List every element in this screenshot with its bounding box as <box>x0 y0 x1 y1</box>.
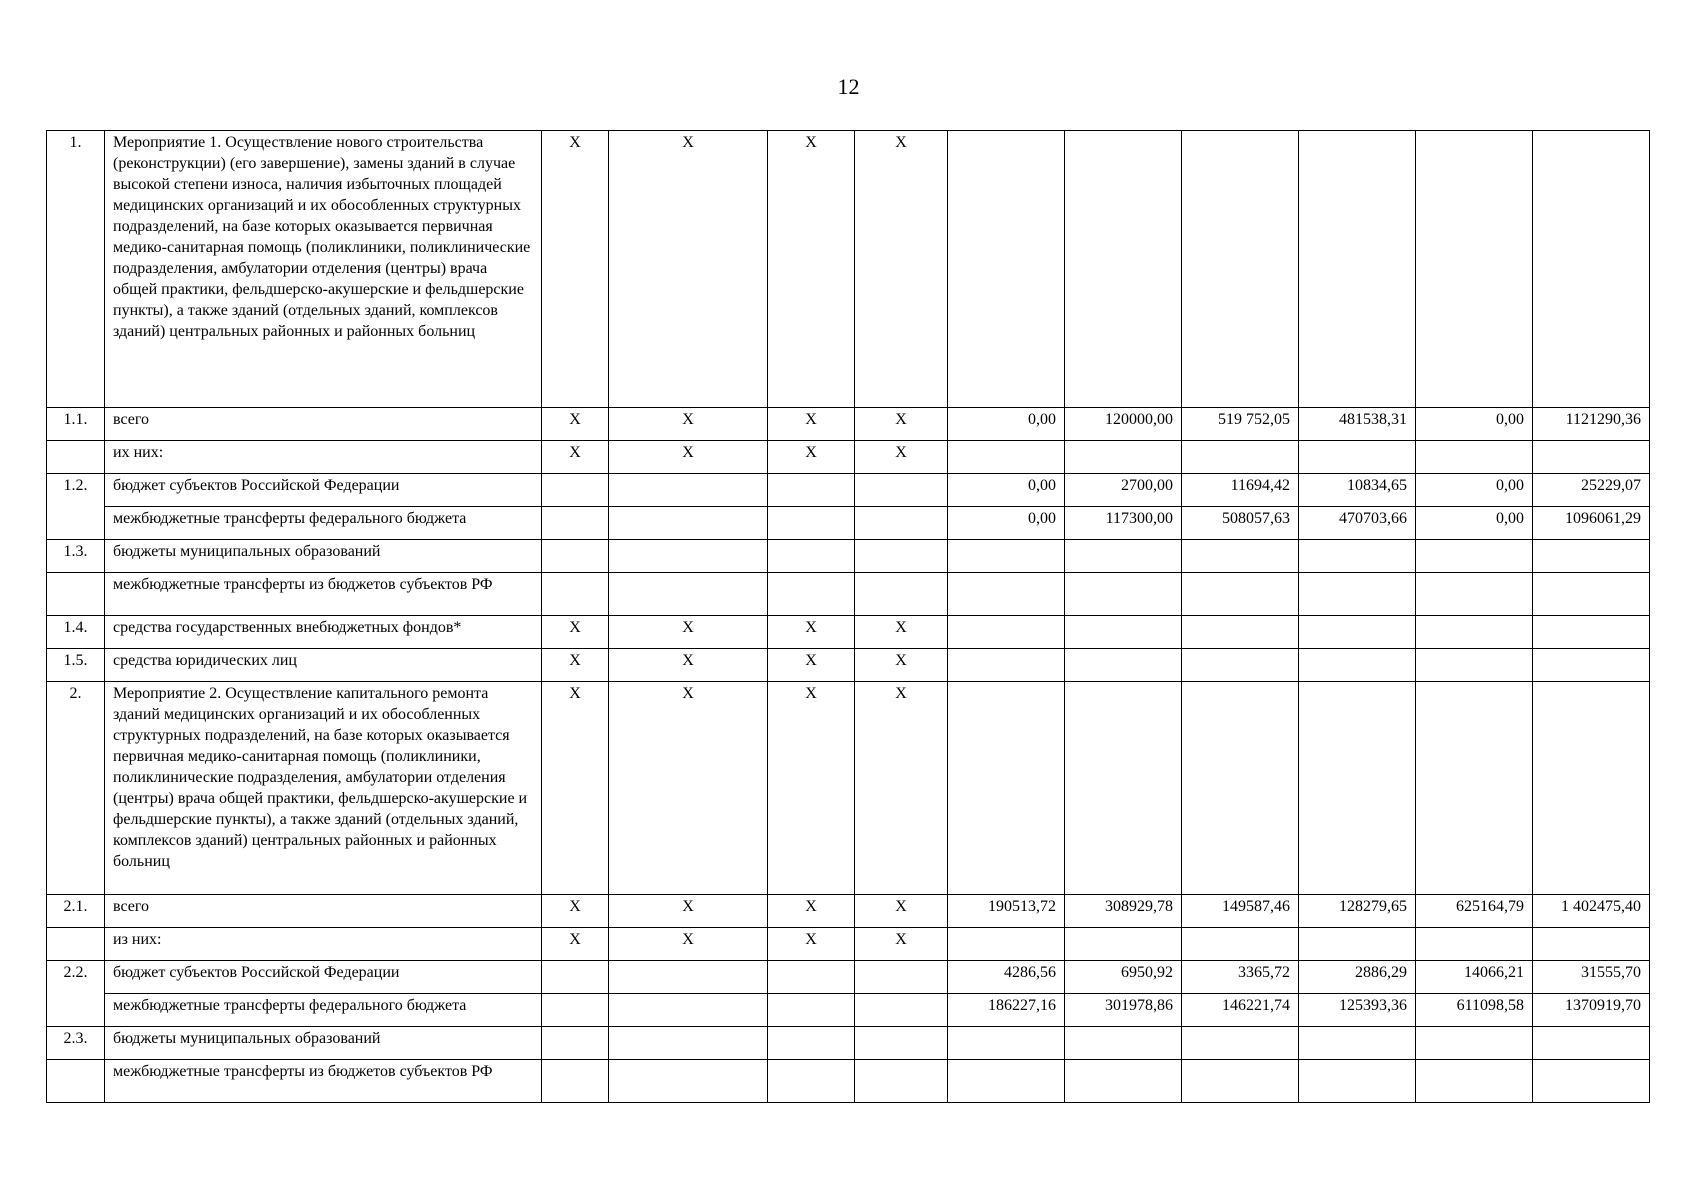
table-row <box>47 682 1650 895</box>
row-label: бюджет субъектов Российской Федерации <box>105 961 542 994</box>
value-cell <box>1065 1027 1182 1060</box>
table-row <box>47 540 1650 573</box>
marker-cell: X <box>609 928 768 961</box>
page-number: 12 <box>837 74 860 99</box>
value-cell: 0,00 <box>1416 408 1533 441</box>
row-number <box>47 441 105 474</box>
marker-cell: X <box>542 895 609 928</box>
table-row <box>47 131 1650 408</box>
marker-cell <box>768 573 855 616</box>
value-cell <box>1299 682 1416 895</box>
marker-cell: X <box>542 682 609 895</box>
marker-cell: X <box>609 682 768 895</box>
value-cell <box>948 928 1065 961</box>
value-cell <box>1416 1060 1533 1103</box>
value-cell: 611098,58 <box>1416 994 1533 1027</box>
marker-cell: X <box>768 616 855 649</box>
table-row <box>47 1060 1650 1103</box>
marker-cell: X <box>609 441 768 474</box>
marker-cell <box>542 1060 609 1103</box>
row-number: 1.4. <box>47 616 105 649</box>
value-cell <box>948 616 1065 649</box>
row-label: межбюджетные трансферты федерального бюджета <box>105 994 542 1027</box>
value-cell: 0,00 <box>948 474 1065 507</box>
value-cell <box>1065 616 1182 649</box>
row-label: средства государственных внебюджетных фондов* <box>105 616 542 649</box>
value-cell <box>1065 682 1182 895</box>
row-number <box>47 573 105 616</box>
value-cell: 1370919,70 <box>1533 994 1650 1027</box>
value-cell: 14066,21 <box>1416 961 1533 994</box>
value-cell <box>1182 616 1299 649</box>
value-cell <box>1533 928 1650 961</box>
row-label: их них: <box>105 441 542 474</box>
row-label: межбюджетные трансферты из бюджетов субъектов РФ <box>105 1060 542 1103</box>
marker-cell: X <box>768 928 855 961</box>
row-label: Мероприятие 2. Осуществление капитального ремонта зданий медицинских организаций и их обособленных структурных подразделений, на базе которых оказывается первичная медико-санитарная помощь (поликлиники, поликлинические подразделения, амбулатории отделения (центры) врача общей практики, фельдшерско-акушерские и фельдшерские пункты), а также зданий (отдельных зданий, комплексов зданий) центральных районных и районных больниц <box>105 682 542 895</box>
row-number: 1.3. <box>47 540 105 573</box>
value-cell: 1096061,29 <box>1533 507 1650 540</box>
row-label: бюджет субъектов Российской Федерации <box>105 474 542 507</box>
table-row <box>47 474 1650 507</box>
marker-cell: X <box>768 682 855 895</box>
row-number: 2.2. <box>47 961 105 1027</box>
table-row <box>47 441 1650 474</box>
value-cell: 4286,56 <box>948 961 1065 994</box>
value-cell: 301978,86 <box>1065 994 1182 1027</box>
value-cell <box>1299 928 1416 961</box>
value-cell <box>1416 616 1533 649</box>
value-cell <box>1533 682 1650 895</box>
table-row <box>47 895 1650 928</box>
table-row <box>47 928 1650 961</box>
value-cell: 186227,16 <box>948 994 1065 1027</box>
value-cell <box>1065 131 1182 408</box>
marker-cell <box>855 573 948 616</box>
marker-cell <box>542 1027 609 1060</box>
row-number: 1.5. <box>47 649 105 682</box>
marker-cell: X <box>768 649 855 682</box>
row-number <box>47 1060 105 1103</box>
marker-cell: X <box>768 131 855 408</box>
value-cell <box>1416 131 1533 408</box>
marker-cell: X <box>855 928 948 961</box>
value-cell: 519 752,05 <box>1182 408 1299 441</box>
value-cell: 6950,92 <box>1065 961 1182 994</box>
value-cell <box>948 682 1065 895</box>
value-cell <box>1182 1027 1299 1060</box>
row-number: 1.1. <box>47 408 105 441</box>
value-cell <box>1416 1027 1533 1060</box>
value-cell <box>948 1027 1065 1060</box>
marker-cell <box>609 1027 768 1060</box>
marker-cell <box>609 1060 768 1103</box>
value-cell <box>1299 649 1416 682</box>
row-number: 1. <box>47 131 105 408</box>
value-cell <box>1416 649 1533 682</box>
value-cell: 0,00 <box>1416 474 1533 507</box>
marker-cell <box>855 1060 948 1103</box>
value-cell: 1 402475,40 <box>1533 895 1650 928</box>
marker-cell: X <box>609 895 768 928</box>
marker-cell: X <box>768 408 855 441</box>
marker-cell <box>855 507 948 540</box>
value-cell: 470703,66 <box>1299 507 1416 540</box>
table-row <box>47 573 1650 616</box>
table-row <box>47 994 1650 1027</box>
marker-cell <box>768 1027 855 1060</box>
value-cell <box>1533 1060 1650 1103</box>
value-cell <box>1533 649 1650 682</box>
row-label: межбюджетные трансферты федерального бюджета <box>105 507 542 540</box>
value-cell <box>1065 649 1182 682</box>
marker-cell <box>542 540 609 573</box>
marker-cell <box>542 507 609 540</box>
marker-cell: X <box>855 441 948 474</box>
marker-cell <box>768 994 855 1027</box>
value-cell: 31555,70 <box>1533 961 1650 994</box>
value-cell <box>948 441 1065 474</box>
row-label: Мероприятие 1. Осуществление нового строительства (реконструкции) (его завершение), замены зданий в случае высокой степени износа, наличия избыточных площадей медицинских организаций и их обособленных структурных подразделений, на базе которых оказывается первичная медико-санитарная помощь (поликлиники, поликлинические подразделения, амбулатории отделения (центры) врача общей практики, фельдшерско-акушерские и фельдшерские пункты), а также зданий (отдельных зданий, комплексов зданий) центральных районных и районных больниц <box>105 131 542 408</box>
marker-cell <box>768 961 855 994</box>
marker-cell: X <box>542 408 609 441</box>
row-label: всего <box>105 408 542 441</box>
value-cell: 3365,72 <box>1182 961 1299 994</box>
value-cell <box>1182 682 1299 895</box>
value-cell: 11694,42 <box>1182 474 1299 507</box>
marker-cell <box>542 474 609 507</box>
marker-cell <box>855 994 948 1027</box>
marker-cell: X <box>542 928 609 961</box>
value-cell: 1121290,36 <box>1533 408 1650 441</box>
marker-cell <box>542 573 609 616</box>
marker-cell: X <box>609 131 768 408</box>
value-cell <box>1065 573 1182 616</box>
value-cell: 149587,46 <box>1182 895 1299 928</box>
marker-cell: X <box>609 408 768 441</box>
marker-cell: X <box>855 649 948 682</box>
value-cell: 308929,78 <box>1065 895 1182 928</box>
marker-cell <box>768 1060 855 1103</box>
row-number: 1.2. <box>47 474 105 540</box>
marker-cell <box>609 961 768 994</box>
value-cell: 146221,74 <box>1182 994 1299 1027</box>
value-cell <box>1533 573 1650 616</box>
budget-table <box>46 130 1650 1103</box>
table-row <box>47 649 1650 682</box>
marker-cell <box>609 573 768 616</box>
table-row <box>47 616 1650 649</box>
row-label: средства юридических лиц <box>105 649 542 682</box>
row-label: всего <box>105 895 542 928</box>
value-cell: 120000,00 <box>1065 408 1182 441</box>
row-label: бюджеты муниципальных образований <box>105 1027 542 1060</box>
value-cell <box>1533 616 1650 649</box>
value-cell <box>1299 540 1416 573</box>
value-cell <box>1299 131 1416 408</box>
value-cell: 128279,65 <box>1299 895 1416 928</box>
marker-cell: X <box>542 441 609 474</box>
value-cell <box>948 573 1065 616</box>
marker-cell <box>609 540 768 573</box>
marker-cell: X <box>855 682 948 895</box>
value-cell <box>948 540 1065 573</box>
value-cell <box>1416 540 1533 573</box>
value-cell <box>1416 573 1533 616</box>
marker-cell <box>542 961 609 994</box>
value-cell <box>1065 441 1182 474</box>
value-cell: 625164,79 <box>1416 895 1533 928</box>
marker-cell: X <box>855 408 948 441</box>
table-row <box>47 507 1650 540</box>
value-cell <box>1299 573 1416 616</box>
marker-cell <box>768 507 855 540</box>
value-cell <box>1182 928 1299 961</box>
value-cell: 125393,36 <box>1299 994 1416 1027</box>
marker-cell: X <box>768 895 855 928</box>
value-cell <box>948 1060 1065 1103</box>
value-cell: 0,00 <box>1416 507 1533 540</box>
table-row <box>47 1027 1650 1060</box>
value-cell <box>1416 682 1533 895</box>
value-cell <box>1299 441 1416 474</box>
value-cell: 2886,29 <box>1299 961 1416 994</box>
value-cell <box>1182 441 1299 474</box>
row-label: межбюджетные трансферты из бюджетов субъектов РФ <box>105 573 542 616</box>
marker-cell <box>855 474 948 507</box>
marker-cell <box>855 961 948 994</box>
value-cell <box>1299 1060 1416 1103</box>
value-cell <box>1182 573 1299 616</box>
marker-cell <box>855 540 948 573</box>
value-cell <box>948 131 1065 408</box>
value-cell: 0,00 <box>948 408 1065 441</box>
marker-cell <box>768 540 855 573</box>
marker-cell: X <box>609 616 768 649</box>
value-cell <box>1065 1060 1182 1103</box>
value-cell <box>1065 540 1182 573</box>
value-cell: 2700,00 <box>1065 474 1182 507</box>
marker-cell: X <box>609 649 768 682</box>
value-cell <box>948 649 1065 682</box>
row-number: 2. <box>47 682 105 895</box>
value-cell <box>1182 649 1299 682</box>
marker-cell <box>855 1027 948 1060</box>
value-cell: 25229,07 <box>1533 474 1650 507</box>
value-cell: 0,00 <box>948 507 1065 540</box>
value-cell <box>1533 540 1650 573</box>
marker-cell: X <box>855 131 948 408</box>
value-cell: 117300,00 <box>1065 507 1182 540</box>
value-cell: 508057,63 <box>1182 507 1299 540</box>
marker-cell: X <box>855 895 948 928</box>
value-cell <box>1533 131 1650 408</box>
marker-cell: X <box>855 616 948 649</box>
row-number <box>47 928 105 961</box>
marker-cell: X <box>542 616 609 649</box>
marker-cell <box>609 474 768 507</box>
value-cell <box>1299 616 1416 649</box>
row-label: из них: <box>105 928 542 961</box>
marker-cell <box>542 994 609 1027</box>
value-cell <box>1533 441 1650 474</box>
marker-cell: X <box>542 649 609 682</box>
table-row <box>47 961 1650 994</box>
value-cell <box>1533 1027 1650 1060</box>
value-cell <box>1182 131 1299 408</box>
value-cell <box>1182 540 1299 573</box>
value-cell: 10834,65 <box>1299 474 1416 507</box>
table-row <box>47 408 1650 441</box>
row-number: 2.1. <box>47 895 105 928</box>
marker-cell <box>609 507 768 540</box>
value-cell <box>1182 1060 1299 1103</box>
value-cell: 190513,72 <box>948 895 1065 928</box>
marker-cell <box>768 474 855 507</box>
value-cell <box>1416 928 1533 961</box>
value-cell <box>1299 1027 1416 1060</box>
value-cell <box>1416 441 1533 474</box>
marker-cell: X <box>768 441 855 474</box>
value-cell: 481538,31 <box>1299 408 1416 441</box>
value-cell <box>1065 928 1182 961</box>
row-number: 2.3. <box>47 1027 105 1060</box>
marker-cell: X <box>542 131 609 408</box>
row-label: бюджеты муниципальных образований <box>105 540 542 573</box>
marker-cell <box>609 994 768 1027</box>
